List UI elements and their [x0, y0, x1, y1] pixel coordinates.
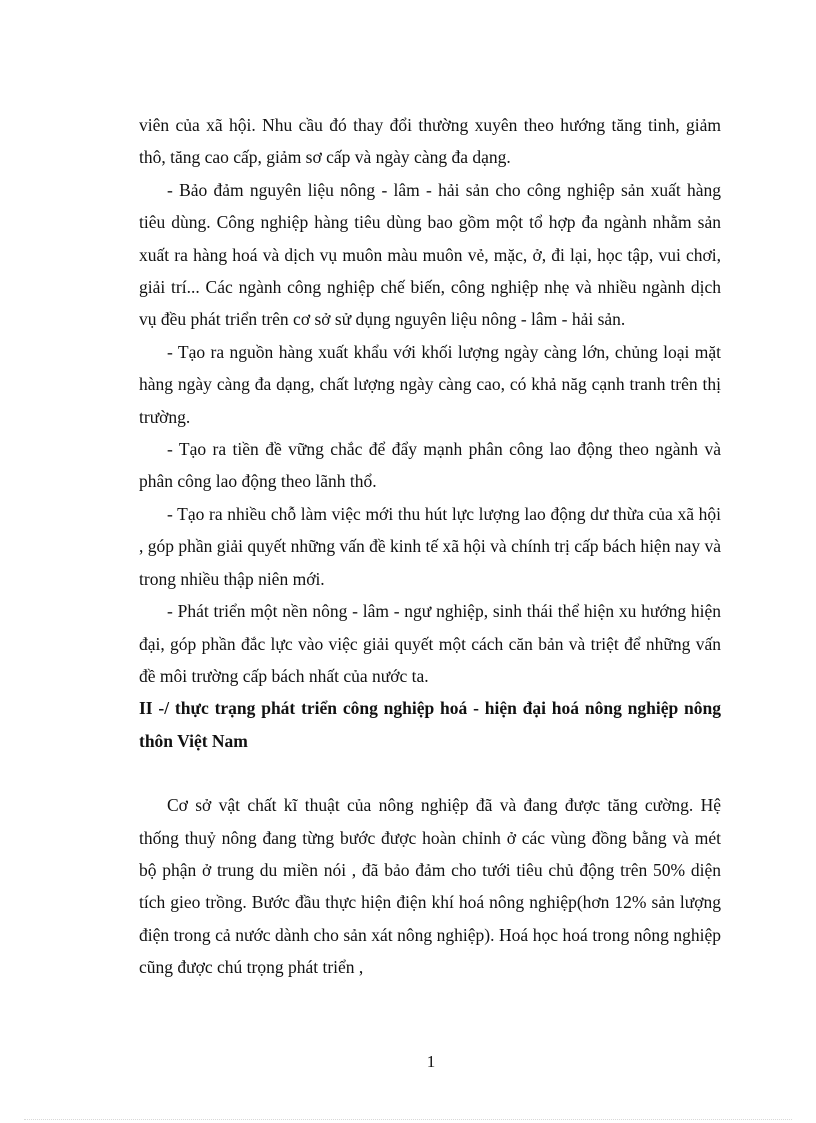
- page-bottom-divider: [24, 1119, 792, 1120]
- paragraph-jobs: - Tạo ra nhiều chỗ làm việc mới thu hút lực lượng lao động dư thừa của xã hội , góp phần giải quyết những vấn đề kinh tế xã hội và chính trị cấp bách hiện nay và trong nhiều thập niên mới.: [139, 503, 721, 589]
- paragraph-ecology: - Phát triển một nền nông - lâm - ngư nghiệp, sinh thái thể hiện xu hướng hiện đại, góp phần đắc lực vào việc giải quyết một cách căn bản và triệt để những vấn đề môi trường cấp bách nhất của nước ta.: [139, 601, 721, 686]
- paragraph-raw-materials: - Bảo đảm nguyên liệu nông - lâm - hải sản cho công nghiệp sản xuất hàng tiêu dùng. Công nghiệp hàng tiêu dùng bao gồm một tổ hợp đa ngành nhằm sản xuất ra hàng hoá và dịch vụ muôn màu muôn vẻ, mặc, ở, đi lại, học tập, vui chơi, giải trí... Các ngành công nghiệp chế biến, công nghiệp nhẹ và nhiều ngành dịch vụ đều phát triển trên cơ sở sử dụng nguyên liệu nông - lâm - hải sản.: [139, 179, 721, 330]
- page-number: 1: [426, 1052, 436, 1071]
- section-spacer: [139, 757, 721, 789]
- paragraph-export: - Tạo ra nguồn hàng xuất khẩu với khối lượng ngày càng lớn, chủng loại mặt hàng ngày càng đa dạng, chất lượng ngày càng cao, có khả năg cạnh tranh trên thị trường.: [139, 341, 721, 427]
- section-heading: II -/ thực trạng phát triển công nghiệp hoá - hiện đại hoá nông nghiệp nông thôn Việt Nam: [139, 698, 721, 751]
- document-body: [139, 109, 721, 984]
- paragraph-infrastructure: Cơ sở vật chất kĩ thuật của nông nghiệp đã và đang được tăng cường. Hệ thống thuỷ nông đang từng bước được hoàn chỉnh ở các vùng đồng bằng và mét bộ phận ở trung du miền nói , đã bảo đảm cho tưới tiêu chủ động trên 50% diện tích gieo trồng. Bước đầu thực hiện điện khí hoá nông nghiệp(hơn 12% sản lượng điện trong cả nước dành cho sản xát nông nghiệp). Hoá học hoá trong nông nghiệp cũng được chú trọng phát triển ,: [139, 795, 721, 978]
- paragraph-labor-division: - Tạo ra tiền đề vững chắc để đẩy mạnh phân công lao động theo ngành và phân công lao động theo lãnh thổ.: [139, 439, 721, 492]
- paragraph-continuation: viên của xã hội. Nhu cầu đó thay đổi thường xuyên theo hướng tăng tinh, giảm thô, tăng cao cấp, giảm sơ cấp và ngày càng đa dạng.: [139, 115, 721, 168]
